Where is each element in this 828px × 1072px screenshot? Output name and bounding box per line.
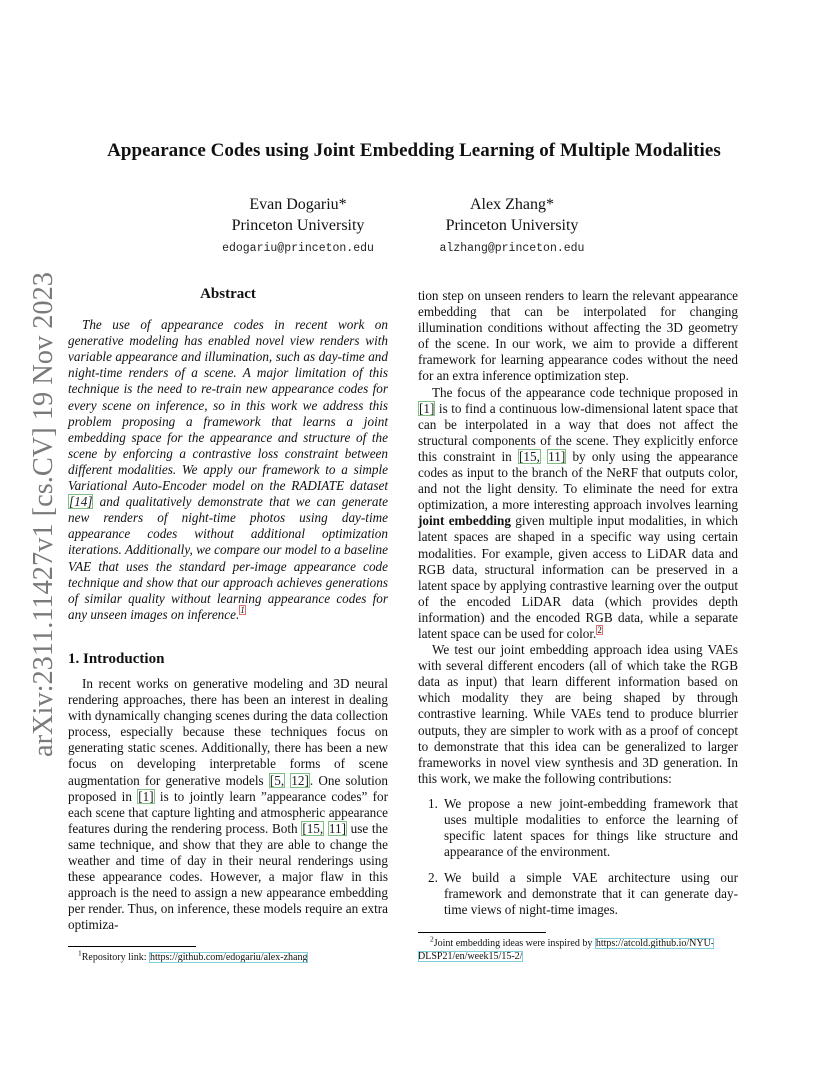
list-item-text: We build a simple VAE architecture using our framework and demonstrate that it can generate day-time views of night-time images.: [444, 870, 738, 918]
text-run: . One solution proposed in: [68, 772, 388, 804]
arxiv-stamp-graphic: [22, 270, 62, 760]
citation-link[interactable]: 11]: [328, 820, 346, 836]
contributions-list: [418, 796, 738, 919]
citation-link[interactable]: [15,: [519, 448, 540, 464]
footnote-text: Joint embedding ideas were inspired by: [433, 938, 595, 949]
list-item: [418, 870, 738, 918]
repository-link[interactable]: https://github.com/edogariu/alex-zhang: [149, 952, 308, 963]
text-run: is to jointly learn ”appearance codes” for each scene that capture lighting and atmospheric appearance features during the rendering process. Both: [68, 788, 388, 836]
left-column: [68, 286, 388, 933]
abstract-part: and qualitatively demonstrate that we can generate new renders of night-time photos using day-time appearance codes without additional optimization iterations. Additionally, we compare our model to a baseline VAE that uses the standard per-image appearance code technique and show that our approach achieves generations of similar quality without learning appearance codes for any unseen images on inference.: [68, 494, 388, 622]
citation-link[interactable]: 12]: [291, 772, 309, 788]
author-email[interactable]: alzhang@princeton.edu: [439, 242, 585, 255]
list-item-text: We propose a new joint-embedding framework that uses multiple modalities to enforce the learning of specific latent spaces for things like structure and appearance of the environment.: [444, 795, 738, 860]
paper-title: Appearance Codes using Joint Embedding Learning of Multiple Modalities: [107, 140, 721, 161]
list-item: [418, 796, 738, 860]
arxiv-stamp-text: arXiv:2311.11427v1 [cs.CV] 19 Nov 2023: [27, 270, 59, 757]
footnote-divider: [418, 932, 546, 933]
footnote-mark: 1: [78, 948, 82, 958]
citation-link[interactable]: [15,: [302, 820, 324, 836]
citation-link[interactable]: [1]: [419, 400, 435, 416]
right-column: [418, 288, 738, 929]
citation-link[interactable]: 11]: [548, 448, 566, 464]
footnote-1: [78, 948, 398, 965]
author-block-2: [412, 194, 612, 260]
footnote-text: Repository link:: [81, 952, 149, 963]
citation-link[interactable]: [14]: [69, 494, 93, 510]
text-run: by only using the appearance codes as input to the branch of the NeRF that outputs color, and not the light density. To eliminate the need for extra optimization, a more interesting approach involves learning: [418, 448, 738, 513]
reference-link[interactable]: https://atcold.github.io/NYU-DLSP21/en/week15/15-2/: [418, 938, 715, 962]
author-name: Evan Dogariu*: [249, 196, 347, 213]
list-number: 1.: [428, 795, 438, 811]
text-run: In recent works on generative modeling and 3D neural rendering approaches, there has been an interest in dealing with dynamically changing scenes during the data collection process, especially because these techniques focus on generating static scenes. Additionally, there has been a new focus on developing interpretable forms of scene augmentation for generative models: [68, 675, 388, 788]
section-heading: 1. Introduction: [68, 650, 165, 667]
bold-term: joint embedding: [418, 513, 511, 529]
citation-link[interactable]: [1]: [138, 788, 154, 804]
author-name: Alex Zhang*: [470, 196, 554, 213]
footnote-ref[interactable]: 2: [597, 624, 602, 635]
body-paragraph: We test our joint embedding approach idea using VAEs with several different encoders (all of which take the RGB data as input) that learn different information based on which modality they are being shaped by through contrastive learning. While VAEs tend to produce blurrier outputs, they are simpler to work with as a proof of concept to demonstrate that this idea can be generalized to larger frameworks in novel view synthesis and 3D generation. In this work, we make the following contributions:: [418, 642, 738, 786]
footnote-ref[interactable]: 1: [240, 605, 245, 616]
abstract-part: The use of appearance codes in recent work on generative modeling has enabled novel view renders with variable appearance and illumination, such as day-time and night-time renders of a scene. A major limitation of this technique is the need to re-train new appearance codes for every scene on inference, so in this work we address this problem proposing a framework that learns a joint embedding space for the appearance and structure of the scene by enforcing a contrastive loss constraint between different modalities. We apply our framework to a simple Variational Auto-Encoder model on the RADIATE dataset: [68, 317, 388, 494]
arxiv-stamp: [22, 270, 62, 760]
body-paragraph: tion step on unseen renders to learn the relevant appearance embedding that can be interpolated for changing illumination conditions without affecting the 3D geometry of the scene. In our work, we aim to provide a different framework for learning appearance codes without the need for an extra inference optimization step.: [418, 288, 738, 384]
abstract-heading: Abstract: [200, 286, 256, 302]
text-run: is to find a continuous low-dimensional latent space that can be interpolated in a way that does not affect the structural components of the scene. They explicitly enforce this constraint in: [418, 400, 738, 464]
citation-link[interactable]: [5,: [269, 772, 285, 788]
footnote-divider: [68, 946, 196, 947]
author-block-1: [198, 194, 398, 260]
abstract-text: [68, 317, 388, 623]
text-run: given multiple input modalities, in which latent spaces are shaped in a specific way using certain modalities. For example, given access to LiDAR data and RGB data, structural information can be preserved in a latent space by applying contrastive learning over the output of the encoded LiDAR data (which provides depth information) and the encoded RGB data, while a separate latent space can be used for color.: [418, 513, 738, 641]
intro-paragraph: [68, 676, 388, 934]
author-affiliation: Princeton University: [231, 217, 365, 234]
author-affiliation: Princeton University: [445, 217, 579, 234]
text-run: The focus of the appearance code technique proposed in: [432, 384, 738, 400]
footnote-2: [418, 934, 740, 963]
author-email[interactable]: edogariu@princeton.edu: [222, 242, 374, 255]
list-number: 2.: [428, 870, 438, 886]
text-run: use the same technique, and show that they are able to change the weather and time of day in their neural renderings using these appearance codes. However, a major flaw in this approach is the need to assign a new appearance embedding per render. Thus, on inference, these models require an extra optimiza-: [68, 820, 388, 933]
body-paragraph: [418, 385, 738, 643]
footnote-mark: 2: [430, 934, 434, 944]
